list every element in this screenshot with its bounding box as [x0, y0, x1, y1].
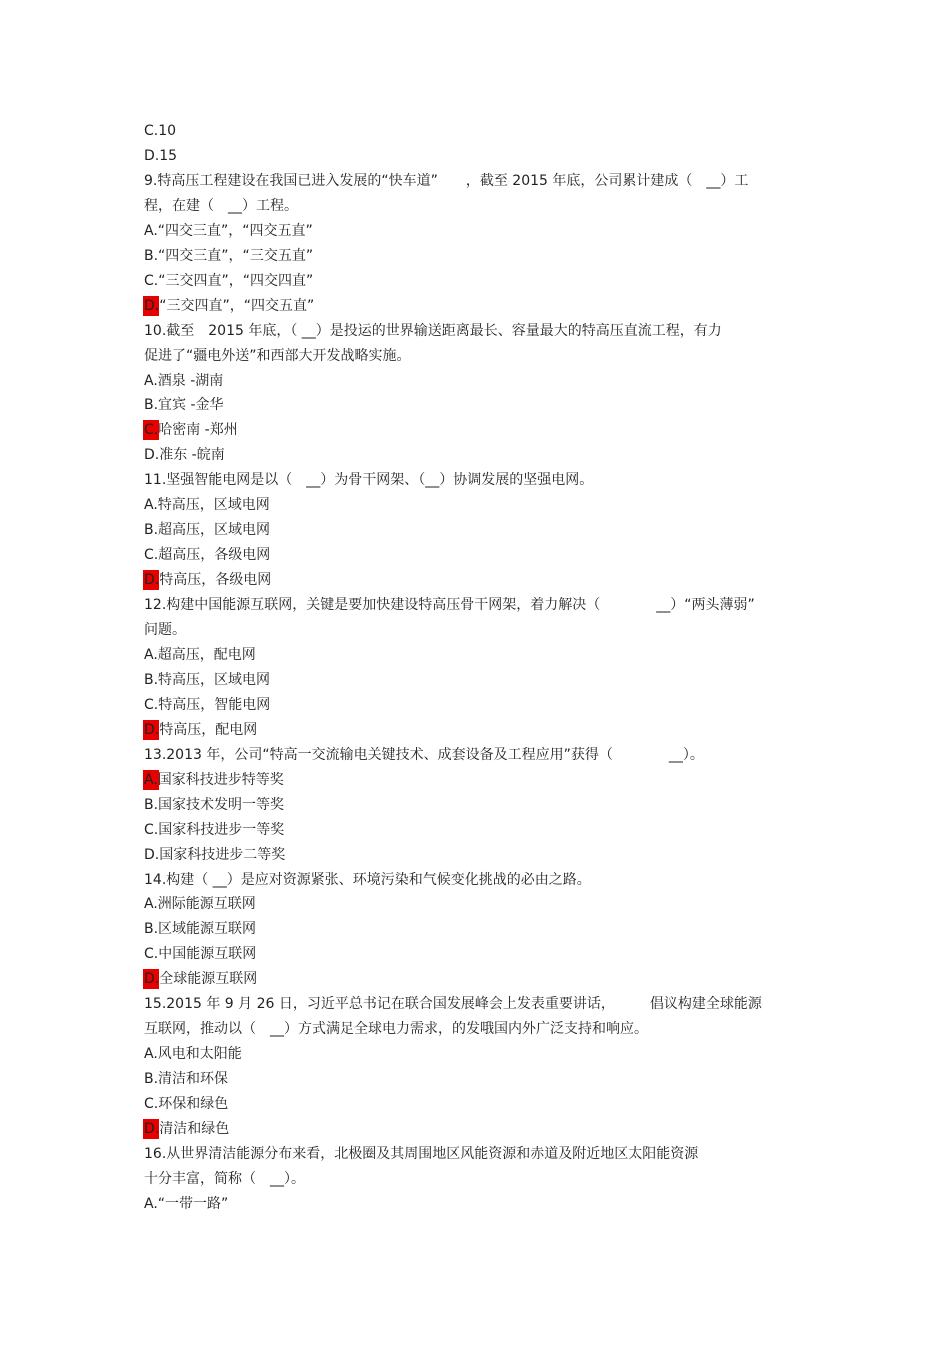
text-line	[144, 846, 285, 864]
text-line	[144, 546, 270, 564]
text-line	[144, 596, 755, 614]
line-text: 互联网，推动以（ __）方式满足全球电力需求，的发哦国内外广泛支持和响应。	[144, 1021, 648, 1037]
text-line	[144, 1020, 648, 1038]
answer-option-highlighted	[144, 771, 284, 789]
text-line	[144, 496, 270, 514]
text-line	[144, 1070, 228, 1088]
text-line	[144, 521, 270, 539]
answer-marker: D.	[144, 1121, 160, 1137]
text-line	[144, 197, 298, 215]
line-text: A.超高压，配电网	[144, 647, 256, 663]
answer-option-highlighted	[144, 721, 257, 739]
text-line	[144, 895, 256, 913]
line-text: B.区域能源互联网	[144, 921, 257, 937]
text-line	[144, 1145, 698, 1163]
line-text: 12.构建中国能源互联网，关键是要加快建设特高压骨干网架，着力解决（ __）“两头薄弱”	[144, 597, 755, 613]
line-text: B.清洁和环保	[144, 1071, 229, 1087]
line-text: B.宜宾 -金华	[144, 397, 224, 413]
line-text: C.10	[144, 123, 177, 139]
answer-marker: A.	[144, 772, 158, 788]
text-line	[144, 821, 284, 839]
line-text: A.“一带一路”	[144, 1196, 229, 1212]
answer-marker: D.	[144, 971, 160, 987]
line-text: 13.2013 年，公司“特高一交流输电关键技术、成套设备及工程应用”获得（ __）。	[144, 747, 704, 763]
line-text: D.国家科技进步二等奖	[144, 847, 286, 863]
text-line	[144, 1095, 228, 1113]
text-line	[144, 1170, 305, 1188]
line-text: 十分丰富，简称（ __）。	[144, 1171, 305, 1187]
answer-marker: D.	[144, 722, 160, 738]
line-text: 15.2015 年 9 月 26 日，习近平总书记在联合国发展峰会上发表重要讲话， 倡议构建全球能源	[144, 996, 762, 1012]
text-line	[144, 147, 177, 165]
text-line	[144, 446, 225, 464]
text-line	[144, 871, 591, 889]
text-line	[144, 122, 176, 140]
text-line	[144, 322, 722, 340]
line-text: 特高压，各级电网	[159, 572, 272, 588]
text-line	[144, 272, 313, 290]
text-line	[144, 1045, 242, 1063]
line-text: A.特高压，区域电网	[144, 497, 270, 513]
line-text: A.洲际能源互联网	[144, 896, 256, 912]
text-line	[144, 796, 284, 814]
line-text: D.准东 -皖南	[144, 447, 225, 463]
text-line	[144, 746, 704, 764]
line-text: C.“三交四直”，“四交四直”	[144, 273, 314, 289]
text-line	[144, 347, 411, 365]
line-text: C.国家科技进步一等奖	[144, 822, 285, 838]
line-text: A.风电和太阳能	[144, 1046, 242, 1062]
line-text: 16.从世界清洁能源分布来看，北极圈及其周围地区风能资源和赤道及附近地区太阳能资源	[144, 1146, 699, 1162]
text-line	[144, 696, 270, 714]
line-text: A.“四交三直”，“四交五直”	[144, 223, 313, 239]
line-text: 11.坚强智能电网是以（ __）为骨干网架、（__）协调发展的坚强电网。	[144, 472, 594, 488]
answer-option-highlighted	[144, 1120, 229, 1138]
line-text: C.特高压，智能电网	[144, 697, 271, 713]
line-text: B.特高压，区域电网	[144, 672, 271, 688]
text-line	[144, 396, 224, 414]
answer-option-highlighted	[144, 297, 314, 315]
line-text: C.中国能源互联网	[144, 946, 257, 962]
text-line	[144, 471, 593, 489]
line-text: 9.特高压工程建设在我国已进入发展的“快车道” ，截至 2015 年底，公司累计建成（ __）工	[144, 173, 749, 189]
line-text: 14.构建（ __）是应对资源紧张、环境污染和气候变化挑战的必由之路。	[144, 872, 591, 888]
line-text: D.15	[144, 148, 178, 164]
text-line	[144, 222, 313, 240]
line-text: C.环保和绿色	[144, 1096, 229, 1112]
line-text: 清洁和绿色	[159, 1121, 230, 1137]
answer-option-highlighted	[144, 970, 257, 988]
text-line	[144, 995, 762, 1013]
line-text: 全球能源互联网	[159, 971, 258, 987]
text-line	[144, 1195, 228, 1213]
line-text: “三交四直”，“四交五直”	[159, 298, 315, 314]
line-text: B.国家技术发明一等奖	[144, 797, 285, 813]
answer-marker: D.	[144, 298, 160, 314]
line-text: 国家科技进步特等奖	[157, 772, 284, 788]
answer-option-highlighted	[144, 421, 238, 439]
line-text: 问题。	[144, 622, 186, 638]
text-line	[144, 671, 270, 689]
text-line	[144, 945, 256, 963]
line-text: 10.截至 2015 年底，（ __）是投运的世界输送距离最长、容量最大的特高压直流工程，有力	[144, 323, 722, 339]
line-text: 特高压，配电网	[159, 722, 258, 738]
line-text: 程，在建（ __）工程。	[144, 198, 298, 214]
line-text: 哈密南 -郑州	[158, 422, 238, 438]
line-text: A.酒泉 -湖南	[144, 373, 224, 389]
text-line	[144, 372, 223, 390]
answer-option-highlighted	[144, 571, 271, 589]
text-line	[144, 920, 256, 938]
answer-marker: D.	[144, 572, 160, 588]
line-text: C.超高压，各级电网	[144, 547, 271, 563]
text-line	[144, 172, 748, 190]
text-line	[144, 621, 186, 639]
text-line	[144, 646, 256, 664]
answer-marker: C.	[144, 422, 159, 438]
line-text: 促进了“疆电外送”和西部大开发战略实施。	[144, 348, 411, 364]
line-text: B.“四交三直”，“三交五直”	[144, 248, 314, 264]
text-line	[144, 247, 313, 265]
line-text: B.超高压，区域电网	[144, 522, 271, 538]
